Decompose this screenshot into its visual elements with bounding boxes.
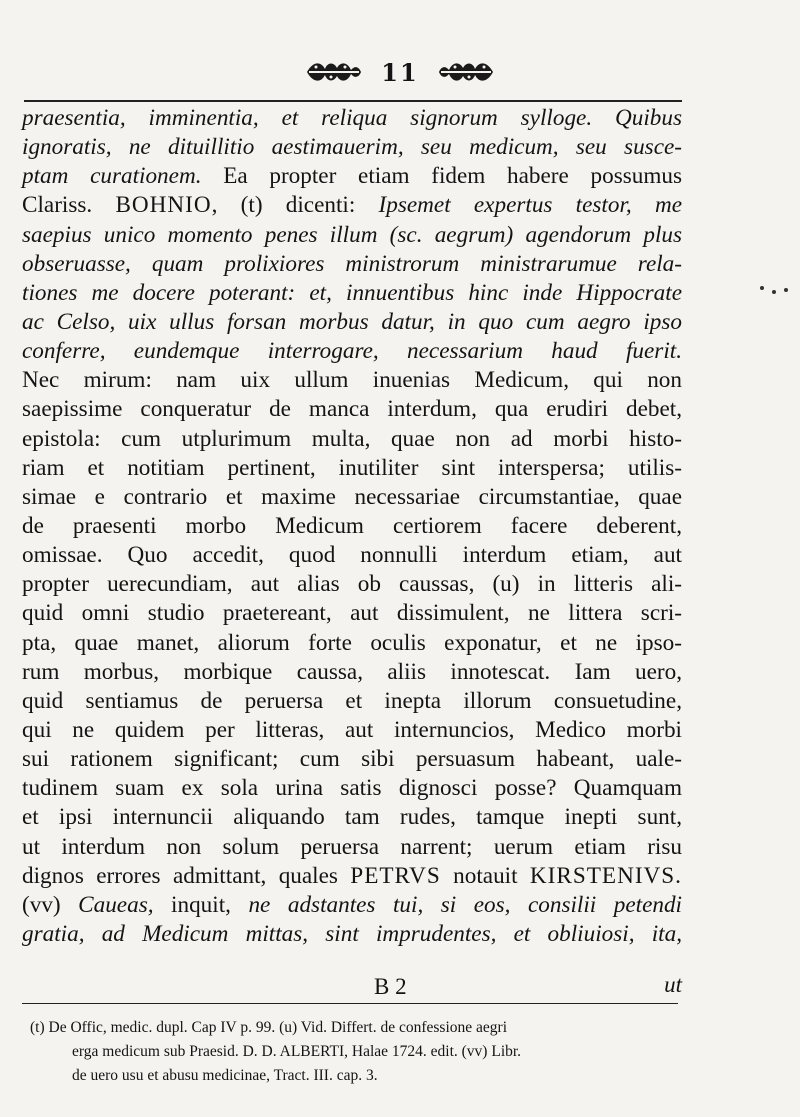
text-line xyxy=(22,920,682,949)
italic-text: ptam curationem. xyxy=(22,163,202,190)
footnote-line: (t) De Offic, medic. dupl. Cap IV p. 99. (u) Vid. Differt. de confessione aegri xyxy=(30,1019,508,1036)
roman-text: omissae. Quo accedit, quod nonnulli interdum etiam, aut xyxy=(22,542,682,569)
footnote-line: erga medicum sub Praesid. D. D. ALBERTI, Halae 1724. edit. (vv) Libr. xyxy=(72,1043,522,1060)
text-line xyxy=(22,425,682,454)
proper-name: PETRVS xyxy=(350,862,441,889)
text-line xyxy=(22,862,682,891)
text-line xyxy=(22,454,682,483)
text-line xyxy=(22,658,682,687)
roman-text: pta, quae manet, aliorum forte oculis exponatur, et ne ipso- xyxy=(22,629,682,656)
italic-text: Caueas, xyxy=(78,891,154,918)
roman-text: de praesenti morbo Medicum certiorem facere deberent, xyxy=(22,512,682,539)
roman-text: riam et notitiam pertinent, inutiliter sint interspersa; utilis- xyxy=(22,454,682,481)
roman-text: quid sentiamus de peruersa et inepta illorum consuetudine, xyxy=(22,687,682,714)
text-line xyxy=(22,395,682,424)
ink-speck xyxy=(784,288,788,292)
text-line xyxy=(22,162,682,191)
roman-text: epistola: cum utplurimum multa, quae non ad morbi histo- xyxy=(22,425,682,452)
printer-fleuron-ornament-left xyxy=(303,59,363,85)
text-line xyxy=(22,774,682,803)
footnote-rule xyxy=(22,1003,678,1004)
text-line xyxy=(22,512,682,541)
italic-text: Ipsemet expertus testor, me xyxy=(378,192,682,219)
text-line xyxy=(22,833,682,862)
text-line xyxy=(22,629,682,658)
signature-mark: B 2 xyxy=(374,974,407,999)
roman-text: , (t) dicenti: xyxy=(211,192,379,219)
text-line xyxy=(22,483,682,512)
body-text xyxy=(22,104,682,949)
ink-speck xyxy=(772,290,776,294)
text-line xyxy=(22,279,682,308)
roman-text: et ipsi internuncii aliquando tam rudes, tamque inepti sunt, xyxy=(22,804,682,831)
roman-text: simae e contrario et maxime necessariae circumstantiae, quae xyxy=(22,483,682,510)
header-rule xyxy=(24,100,682,102)
text-line xyxy=(22,803,682,832)
roman-text: dignos errores admittant, quales xyxy=(22,862,351,889)
roman-text: propter uerecundiam, aut alias ob caussas, (u) in litteris ali- xyxy=(22,571,682,598)
italic-text: obseruasse, quam prolixiores ministrorum ministrarumue rela- xyxy=(22,250,682,277)
italic-text: saepius unico momento penes illum (sc. aegrum) agendorum plus xyxy=(22,221,682,248)
proper-name: KIRSTENIVS. xyxy=(529,862,682,889)
text-line xyxy=(22,337,682,366)
italic-text: gratia, ad Medicum mittas, sint imprudentes, et obliuiosi, ita, xyxy=(22,920,682,947)
text-line xyxy=(22,366,682,395)
italic-text: ac Celso, uix ullus forsan morbus datur, in quo cum aegro ipso xyxy=(22,308,682,335)
roman-text: Clariss. xyxy=(22,192,116,219)
italic-text: praesentia, imminentia, et reliqua signorum sylloge. Quibus xyxy=(22,105,682,131)
text-line xyxy=(22,541,682,570)
roman-text: qui ne quidem per litteras, aut internuncios, Medico morbi xyxy=(22,716,682,743)
roman-text: rum morbus, morbique caussa, aliis innotescat. Iam uero, xyxy=(22,658,682,685)
roman-text: sui rationem significant; cum sibi persuasum habeant, uale- xyxy=(22,746,682,773)
roman-text: Nec mirum: nam uix ullum inuenias Medicum, qui non xyxy=(22,367,682,394)
text-line xyxy=(22,599,682,628)
text-line xyxy=(22,745,682,774)
roman-text: Ea propter etiam fidem habere possumus xyxy=(201,163,682,190)
roman-text: (vv) xyxy=(22,891,79,918)
roman-text: inquit, xyxy=(153,891,249,918)
text-line xyxy=(22,716,682,745)
footnote-line: de uero usu et abusu medicinae, Tract. III. cap. 3. xyxy=(72,1067,378,1084)
text-line xyxy=(22,891,682,920)
footnotes xyxy=(30,1016,680,1088)
printer-fleuron-ornament-right xyxy=(437,59,497,85)
italic-text: tiones me docere poterant: et, innuentibus hinc inde Hippocrate xyxy=(22,279,682,306)
roman-text: ut interdum non solum peruersa narrent; uerum etiam risu xyxy=(22,833,682,860)
page-number: 11 xyxy=(381,57,419,87)
running-head xyxy=(0,52,800,92)
italic-text: conferre, eundemque interrogare, necessarium haud fuerit. xyxy=(22,338,682,365)
roman-text: saepissime conqueratur de manca interdum, qua erudiri debet, xyxy=(22,396,682,423)
ink-speck xyxy=(760,286,764,290)
text-line xyxy=(22,308,682,337)
text-line xyxy=(22,104,682,133)
catchword: ut xyxy=(664,972,682,997)
proper-name: BOHNIO xyxy=(115,192,212,219)
signature-line xyxy=(22,972,682,1002)
text-line xyxy=(22,191,682,220)
text-line xyxy=(22,250,682,279)
italic-text: ne adstantes tui, si eos, consilii petendi xyxy=(248,891,682,918)
roman-text: quid omni studio praetereant, aut dissimulent, ne littera scri- xyxy=(22,600,682,627)
italic-text: ignoratis, ne dituillitio aestimauerim, seu medicum, seu susce- xyxy=(22,134,682,161)
roman-text: tudinem suam ex sola urina satis dignosci posse? Quamquam xyxy=(22,775,682,802)
text-line xyxy=(22,687,682,716)
text-line xyxy=(22,133,682,162)
text-line xyxy=(22,221,682,250)
roman-text: notauit xyxy=(440,862,530,889)
text-line xyxy=(22,570,682,599)
